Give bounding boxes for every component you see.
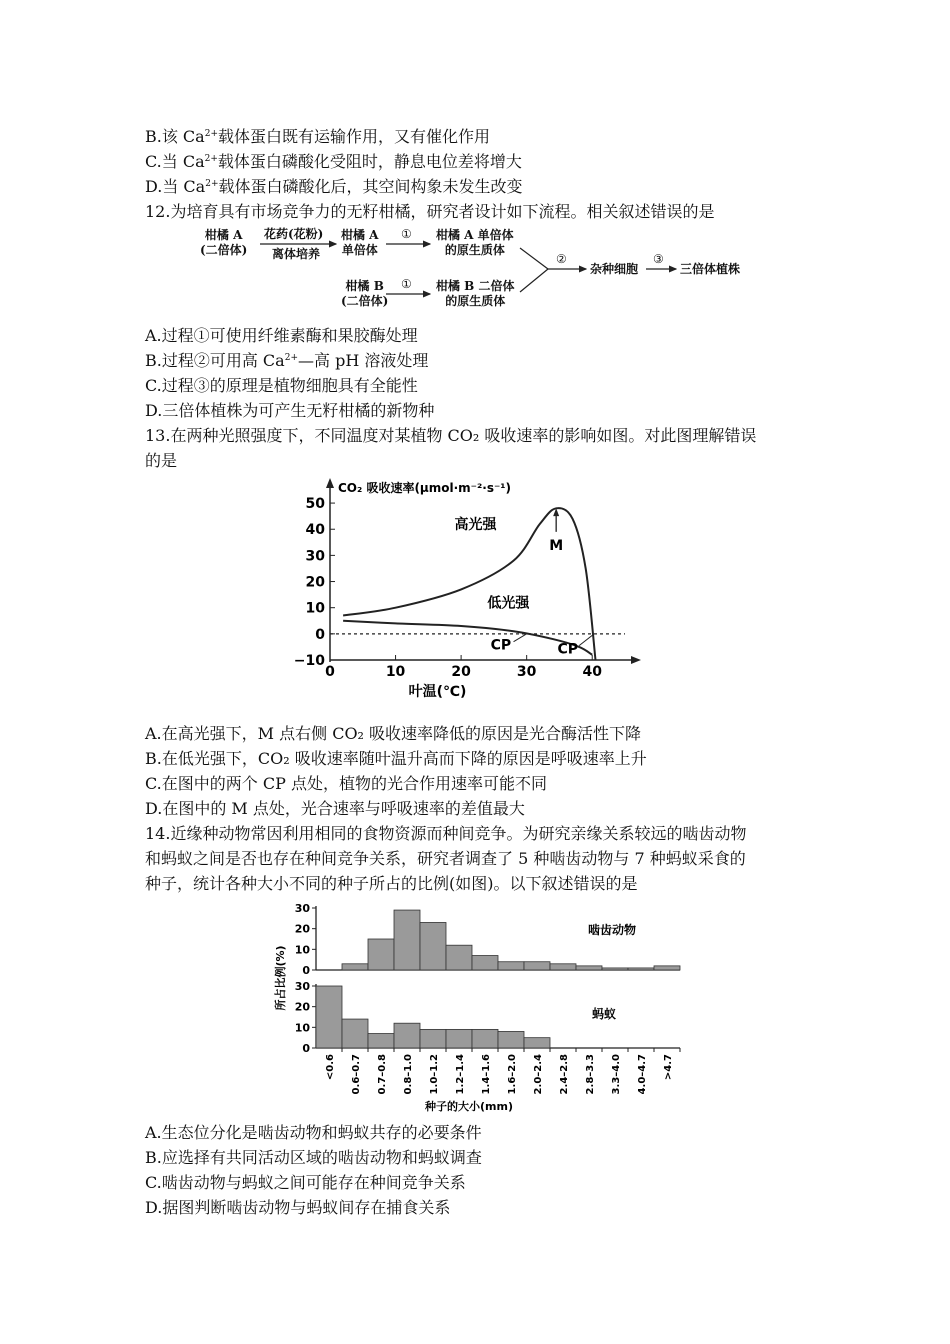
q12-option-b: B.过程②可用高 $Ca^{2+}—$高 pH 溶液处理: [145, 351, 429, 370]
q14-stem-line3: 种子，统计各种大小不同的种子所占的比例(如图)。以下叙述错误的是: [145, 874, 638, 893]
y-axis-arrow: [326, 478, 334, 488]
flow-step2-label: ②: [556, 252, 567, 266]
x-tick-label: 0.8–1.0: [403, 1054, 414, 1095]
q12-option-c: C.过程③的原理是植物细胞具有全能性: [145, 376, 418, 395]
q12-option-a: A.过程①可使用纤维素酶和果胶酶处理: [145, 326, 418, 345]
x-axis-title: 种子的大小(mm): [425, 1100, 513, 1113]
y-axis-title: CO₂ 吸收速率(μmol·m⁻²·s⁻¹): [338, 481, 512, 495]
x-tick-label: 2.0–2.4: [533, 1054, 544, 1095]
q14-option-b: B.应选择有共同活动区域的啮齿动物和蚂蚁调查: [145, 1148, 482, 1167]
flow-hybrid-cell: 杂种细胞: [590, 262, 639, 276]
x-tick-label: 1.0–1.2: [429, 1054, 440, 1095]
y-tick-label: 20: [294, 1000, 310, 1014]
q13-option-a: A.在高光强下，M 点右侧 CO₂ 吸收速率降低的原因是光合酶活性下降: [145, 724, 642, 743]
bar: [576, 966, 602, 970]
x-tick-label: 0.7–0.8: [377, 1054, 388, 1095]
x-tick-label: >4.7: [663, 1054, 674, 1081]
bar: [316, 986, 342, 1048]
x-tick-label: 30: [516, 664, 537, 680]
flow-step3-label: ③: [653, 252, 664, 266]
x-tick-label: 2.4–2.8: [559, 1054, 570, 1095]
flow-step1-label-b: ①: [401, 277, 412, 291]
q13-option-d: D.在图中的 M 点处，光合速率与呼吸速率的差值最大: [145, 799, 525, 818]
q13-stem-line2: 的是: [145, 451, 178, 470]
flow-protoplast-a: 柑橘 A 单倍体 的原生质体: [436, 228, 514, 257]
bar: [472, 956, 498, 970]
y-axis-title: 所占比例(%): [274, 945, 287, 1011]
bar: [654, 966, 680, 970]
q12-option-d: D.三倍体植株为可产生无籽柑橘的新物种: [145, 401, 435, 420]
flow-step1-label-a: ①: [401, 227, 412, 241]
bar: [602, 968, 628, 970]
x-tick-label: <0.6: [325, 1054, 336, 1081]
flow-haploid: 柑橘 A 单倍体: [341, 228, 379, 257]
x-tick-label: 0: [325, 664, 335, 680]
q11-option-c: C.当 $Ca^{2+}$载体蛋白磷酸化受阻时，静息电位差将增大: [145, 152, 522, 171]
x-tick-label: 1.2–1.4: [455, 1054, 466, 1095]
q14-stem-line1: 14.近缘种动物常因利用相同的食物资源而种间竞争。为研究亲缘关系较远的啮齿动物: [145, 824, 747, 843]
y-tick-label: 50: [305, 496, 325, 513]
low-light-curve: [343, 621, 592, 658]
x-tick-label: 1.6–2.0: [507, 1054, 518, 1095]
cp-label-1: CP: [490, 637, 512, 654]
bar: [368, 939, 394, 970]
q14-option-c: C.啮齿动物与蚂蚁之间可能存在种间竞争关系: [145, 1173, 466, 1192]
x-tick-label: 1.4–1.6: [481, 1054, 492, 1095]
bar: [342, 964, 368, 970]
flow-anther-step-bottom: 离体培养: [272, 247, 321, 261]
y-tick-label: 40: [305, 522, 325, 539]
series-label: 蚂蚁: [592, 1007, 617, 1021]
seed-chart-svg: [270, 898, 690, 1118]
seed-size-chart: [270, 898, 690, 1122]
y-tick-label: 10: [294, 943, 310, 957]
x-tick-label: 20: [451, 664, 471, 680]
bar: [498, 962, 524, 970]
bar: [524, 1038, 550, 1048]
bar: [550, 964, 576, 970]
y-tick-label: 30: [294, 902, 310, 915]
x-tick-label: 3.3–4.0: [611, 1054, 622, 1095]
q12-flowchart: [198, 222, 798, 314]
y-tick-label: 30: [305, 548, 325, 565]
y-tick-label: 0: [315, 626, 325, 643]
y-tick-label: 30: [294, 980, 310, 993]
q14-option-d: D.据图判断啮齿动物与蚂蚁间存在捕食关系: [145, 1198, 451, 1217]
q11-option-b: B.该 $Ca^{2+}$载体蛋白既有运输作用，又有催化作用: [145, 127, 491, 146]
bar: [472, 1029, 498, 1048]
q11-option-d: D.当 $Ca^{2+}$载体蛋白磷酸化后，其空间构象未发生改变: [145, 177, 523, 196]
bar: [368, 1034, 394, 1048]
bar: [342, 1019, 368, 1048]
m-label: M: [549, 538, 564, 555]
x-tick-label: 40: [582, 664, 602, 680]
flow-triploid-plant: 三倍体植株: [680, 262, 741, 276]
x-axis-arrow: [631, 656, 641, 664]
series-label: 啮齿动物: [588, 923, 637, 937]
q12-stem: 12.为培育具有市场竞争力的无籽柑橘，研究者设计如下流程。相关叙述错误的是: [145, 202, 715, 221]
cp-pointer-2: [579, 634, 594, 646]
q14-stem-line2: 和蚂蚁之间是否也存在种间竞争关系，研究者调查了 5 种啮齿动物与 7 种蚂蚁采食的: [145, 849, 746, 868]
bar: [420, 1029, 446, 1048]
y-tick-label: 0: [302, 1042, 310, 1055]
flow-citrus-b: 柑橘 B (二倍体): [341, 279, 389, 308]
bar: [394, 1023, 420, 1048]
bar: [420, 922, 446, 970]
bar: [524, 962, 550, 970]
y-tick-label: 20: [305, 574, 325, 591]
y-tick-label: −10: [293, 653, 325, 669]
bar: [628, 968, 654, 970]
bar: [446, 945, 472, 970]
co2-temperature-chart: [290, 470, 650, 702]
high-light-label: 高光强: [454, 517, 497, 534]
cp-label-2: CP: [557, 641, 579, 658]
flow-citrus-a: 柑橘 A (二倍体): [200, 228, 248, 257]
q14-option-a: A.生态位分化是啮齿动物和蚂蚁共存的必要条件: [145, 1123, 482, 1142]
q13-stem-line1: 13.在两种光照强度下，不同温度对某植物 CO₂ 吸收速率的影响如图。对此图理解错误: [145, 426, 757, 445]
bar: [446, 1029, 472, 1048]
x-axis-title: 叶温(℃): [408, 684, 467, 698]
q13-option-c: C.在图中的两个 CP 点处，植物的光合作用速率可能不同: [145, 774, 547, 793]
x-tick-label: 4.0–4.7: [637, 1054, 648, 1095]
y-tick-label: 20: [294, 922, 310, 936]
co2-chart-svg: [290, 470, 650, 698]
y-tick-label: 0: [302, 964, 310, 977]
q13-option-b: B.在低光强下，CO₂ 吸收速率随叶温升高而下降的原因是呼吸速率上升: [145, 749, 647, 768]
x-tick-label: 0.6–0.7: [351, 1054, 362, 1095]
low-light-label: 低光强: [487, 595, 530, 612]
flow-protoplast-b: 柑橘 B 二倍体 的原生质体: [436, 279, 515, 308]
bar: [498, 1031, 524, 1048]
bar: [394, 910, 420, 970]
x-tick-label: 2.8–3.3: [585, 1054, 596, 1095]
y-tick-label: 10: [305, 600, 325, 617]
x-tick-label: 10: [385, 664, 406, 680]
cp-pointer-1: [514, 634, 527, 642]
flow-anther-step-top: 花药(花粉): [264, 227, 324, 241]
y-tick-label: 10: [294, 1021, 310, 1035]
